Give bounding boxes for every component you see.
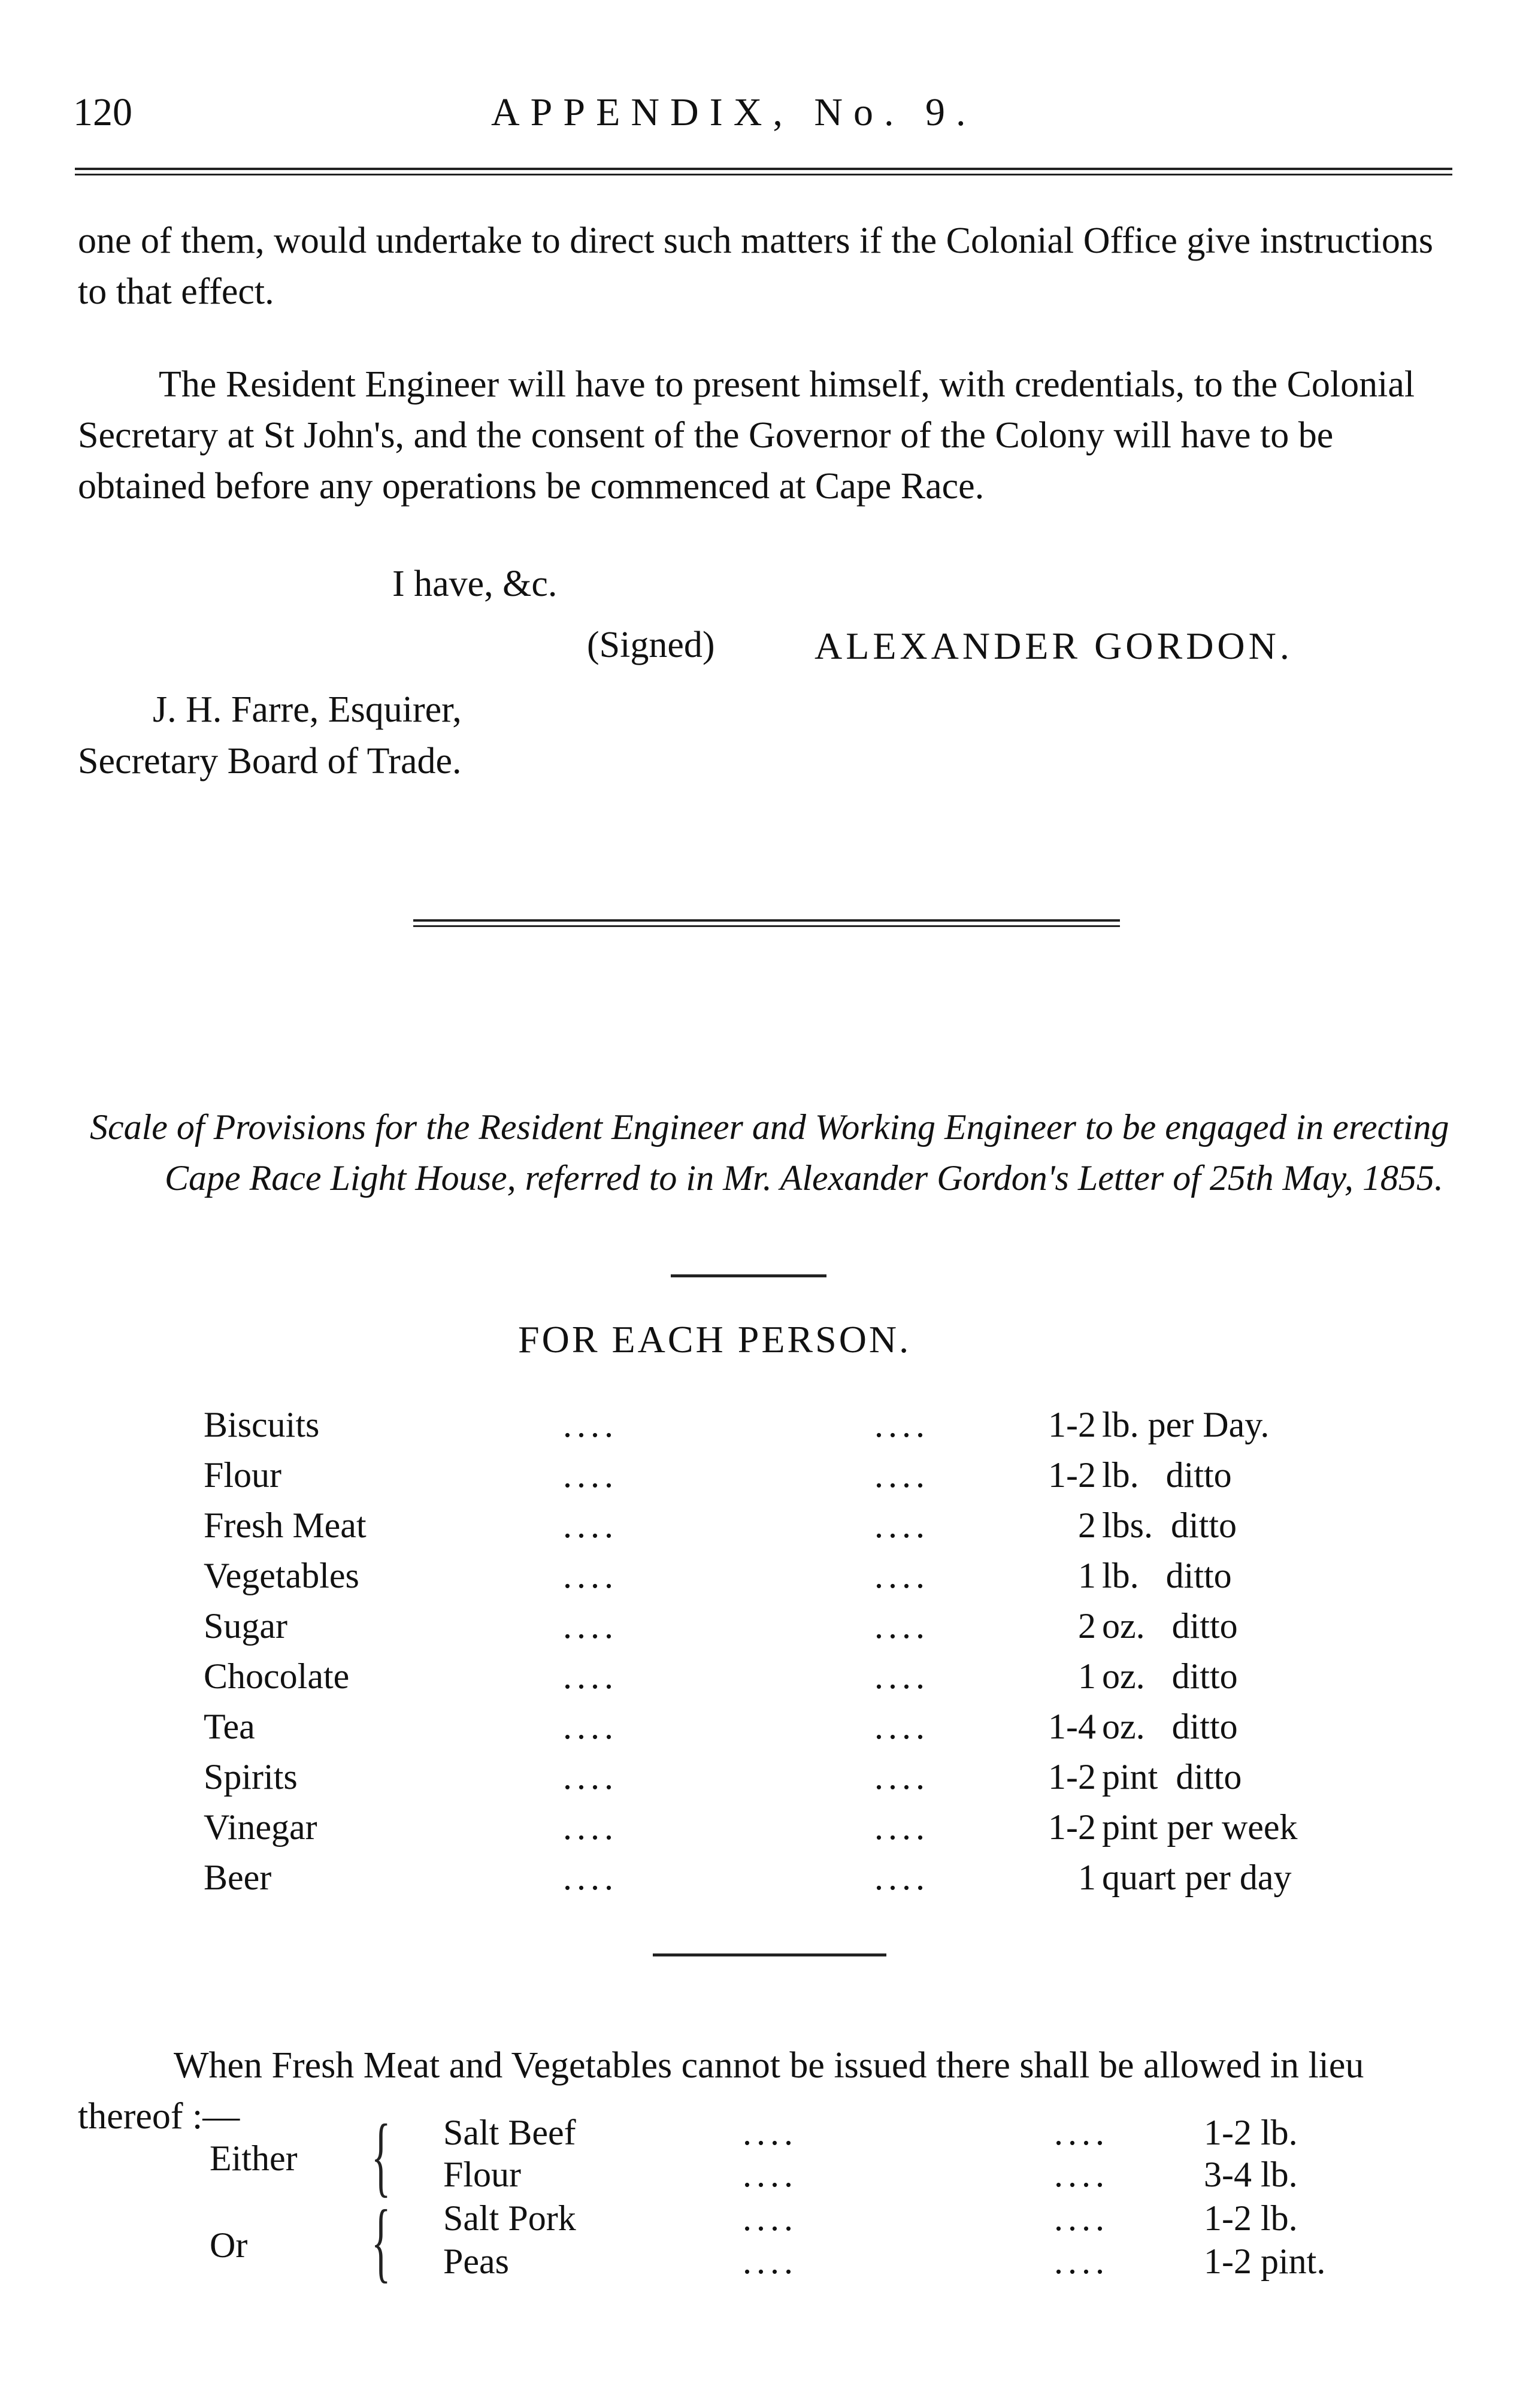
scale-title: Scale of Provisions for the Resident Engineer and Working Engineer to be engaged in erecting Cape Race Light House, referred to in Mr. Alexander Gordon's Letter of 25th May, 1855. (90, 1107, 1449, 1198)
leader-dots: .... (1054, 2155, 1109, 2194)
substitute-item: Salt Beef (443, 2113, 576, 2152)
letter-closing: I have, &c. (392, 564, 558, 604)
leader-dots: .... (563, 1556, 618, 1595)
substitute-item: Salt Pork (443, 2198, 576, 2238)
addressee-line-1: J. H. Farre, Esquirer, (153, 689, 462, 730)
provision-row (0, 1606, 1520, 1656)
leader-dots: .... (563, 1858, 618, 1897)
leader-dots: .... (874, 1707, 929, 1746)
either-label: Either (210, 2139, 298, 2178)
provision-item: Sugar (204, 1606, 287, 1646)
provision-item: Spirits (204, 1757, 298, 1797)
substitute-amount: 1-2 pint. (1204, 2242, 1326, 2281)
page-number: 120 (73, 90, 132, 134)
leader-dots: .... (563, 1405, 618, 1444)
provision-quantity: 2 (1078, 1506, 1096, 1545)
provision-unit: lb. per Day. (1102, 1405, 1270, 1444)
substitute-amount: 3-4 lb. (1204, 2155, 1298, 2194)
leader-dots: .... (743, 2242, 798, 2281)
provision-unit: oz. ditto (1102, 1707, 1238, 1746)
or-row (0, 2241, 1520, 2283)
leader-dots: .... (563, 1707, 618, 1746)
provision-unit: pint per week (1102, 1807, 1298, 1847)
substitute-amount: 1-2 lb. (1204, 2198, 1298, 2238)
provision-item: Vegetables (204, 1556, 359, 1595)
provision-row (0, 1404, 1520, 1455)
leader-dots: .... (743, 2155, 798, 2194)
running-title: APPENDIX, No. 9. (491, 90, 977, 134)
or-row (0, 2198, 1520, 2240)
either-row (0, 2154, 1520, 2196)
substitute-amount: 1-2 lb. (1204, 2113, 1298, 2152)
leader-dots: .... (874, 1556, 929, 1595)
section-divider (413, 919, 1120, 927)
or-brace: { (371, 2192, 391, 2291)
leader-dots: .... (1054, 2242, 1109, 2281)
letter-paragraph-2: The Resident Engineer will have to present himself, with credentials, to the Colonial Secretary at St John's, and the consent of the Governor of the Colony will have to be obtained before any operations be commenced at Cape Race. (78, 364, 1415, 507)
provision-quantity: 1-4 (1048, 1707, 1096, 1746)
provision-quantity: 1 (1078, 1858, 1096, 1897)
leader-dots: .... (1054, 2198, 1109, 2238)
provision-row (0, 1455, 1520, 1505)
provision-row (0, 1555, 1520, 1606)
leader-dots: .... (563, 1506, 618, 1545)
leader-dots: .... (743, 2198, 798, 2238)
substitute-intro: When Fresh Meat and Vegetables cannot be issued there shall be allowed in lieu thereof :— (78, 2045, 1364, 2137)
leader-dots: .... (874, 1656, 929, 1696)
leader-dots: .... (563, 1606, 618, 1646)
provision-item: Tea (204, 1707, 255, 1746)
leader-dots: .... (874, 1757, 929, 1797)
provision-quantity: 1-2 (1048, 1405, 1096, 1444)
leader-dots: .... (743, 2113, 798, 2152)
either-row (0, 2112, 1520, 2154)
provision-unit: oz. ditto (1102, 1656, 1238, 1696)
provision-quantity: 1 (1078, 1656, 1096, 1696)
provision-item: Beer (204, 1858, 272, 1897)
table-end-rule (653, 1953, 886, 1956)
signed-label: (Signed) (587, 625, 715, 665)
leader-dots: .... (874, 1405, 929, 1444)
provision-row (0, 1656, 1520, 1706)
substitute-item: Flour (443, 2155, 522, 2194)
provision-item: Chocolate (204, 1656, 350, 1696)
leader-dots: .... (874, 1858, 929, 1897)
provision-quantity: 1-2 (1048, 1807, 1096, 1847)
leader-dots: .... (1054, 2113, 1109, 2152)
for-each-person-heading: FOR EACH PERSON. (518, 1318, 912, 1361)
provision-row (0, 1505, 1520, 1555)
or-label: Or (210, 2225, 248, 2265)
provision-unit: lb. ditto (1102, 1455, 1232, 1495)
provision-quantity: 2 (1078, 1606, 1096, 1646)
provision-quantity: 1-2 (1048, 1757, 1096, 1797)
leader-dots: .... (874, 1807, 929, 1847)
either-brace: { (371, 2106, 391, 2206)
leader-dots: .... (874, 1606, 929, 1646)
provision-row (0, 1857, 1520, 1907)
substitute-item: Peas (443, 2242, 509, 2281)
provision-item: Biscuits (204, 1405, 320, 1444)
provision-quantity: 1-2 (1048, 1455, 1096, 1495)
provision-unit: pint ditto (1102, 1757, 1242, 1797)
signature-name: ALEXANDER GORDON. (814, 625, 1293, 667)
leader-dots: .... (874, 1455, 929, 1495)
provision-item: Vinegar (204, 1807, 317, 1847)
title-rule (671, 1274, 826, 1277)
leader-dots: .... (563, 1807, 618, 1847)
addressee-line-2: Secretary Board of Trade. (78, 741, 462, 782)
provision-unit: oz. ditto (1102, 1606, 1238, 1646)
header-rule (75, 168, 1452, 175)
provision-unit: lb. ditto (1102, 1556, 1232, 1595)
provision-row (0, 1807, 1520, 1857)
provision-item: Flour (204, 1455, 282, 1495)
provision-quantity: 1 (1078, 1556, 1096, 1595)
leader-dots: .... (563, 1455, 618, 1495)
provision-unit: lbs. ditto (1102, 1506, 1237, 1545)
letter-paragraph-1: one of them, would undertake to direct such matters if the Colonial Office give instructions to that effect. (78, 220, 1433, 312)
leader-dots: .... (563, 1757, 618, 1797)
leader-dots: .... (874, 1506, 929, 1545)
provision-row (0, 1706, 1520, 1756)
provision-unit: quart per day (1102, 1858, 1292, 1897)
provision-item: Fresh Meat (204, 1506, 367, 1545)
leader-dots: .... (563, 1656, 618, 1696)
provision-row (0, 1756, 1520, 1807)
